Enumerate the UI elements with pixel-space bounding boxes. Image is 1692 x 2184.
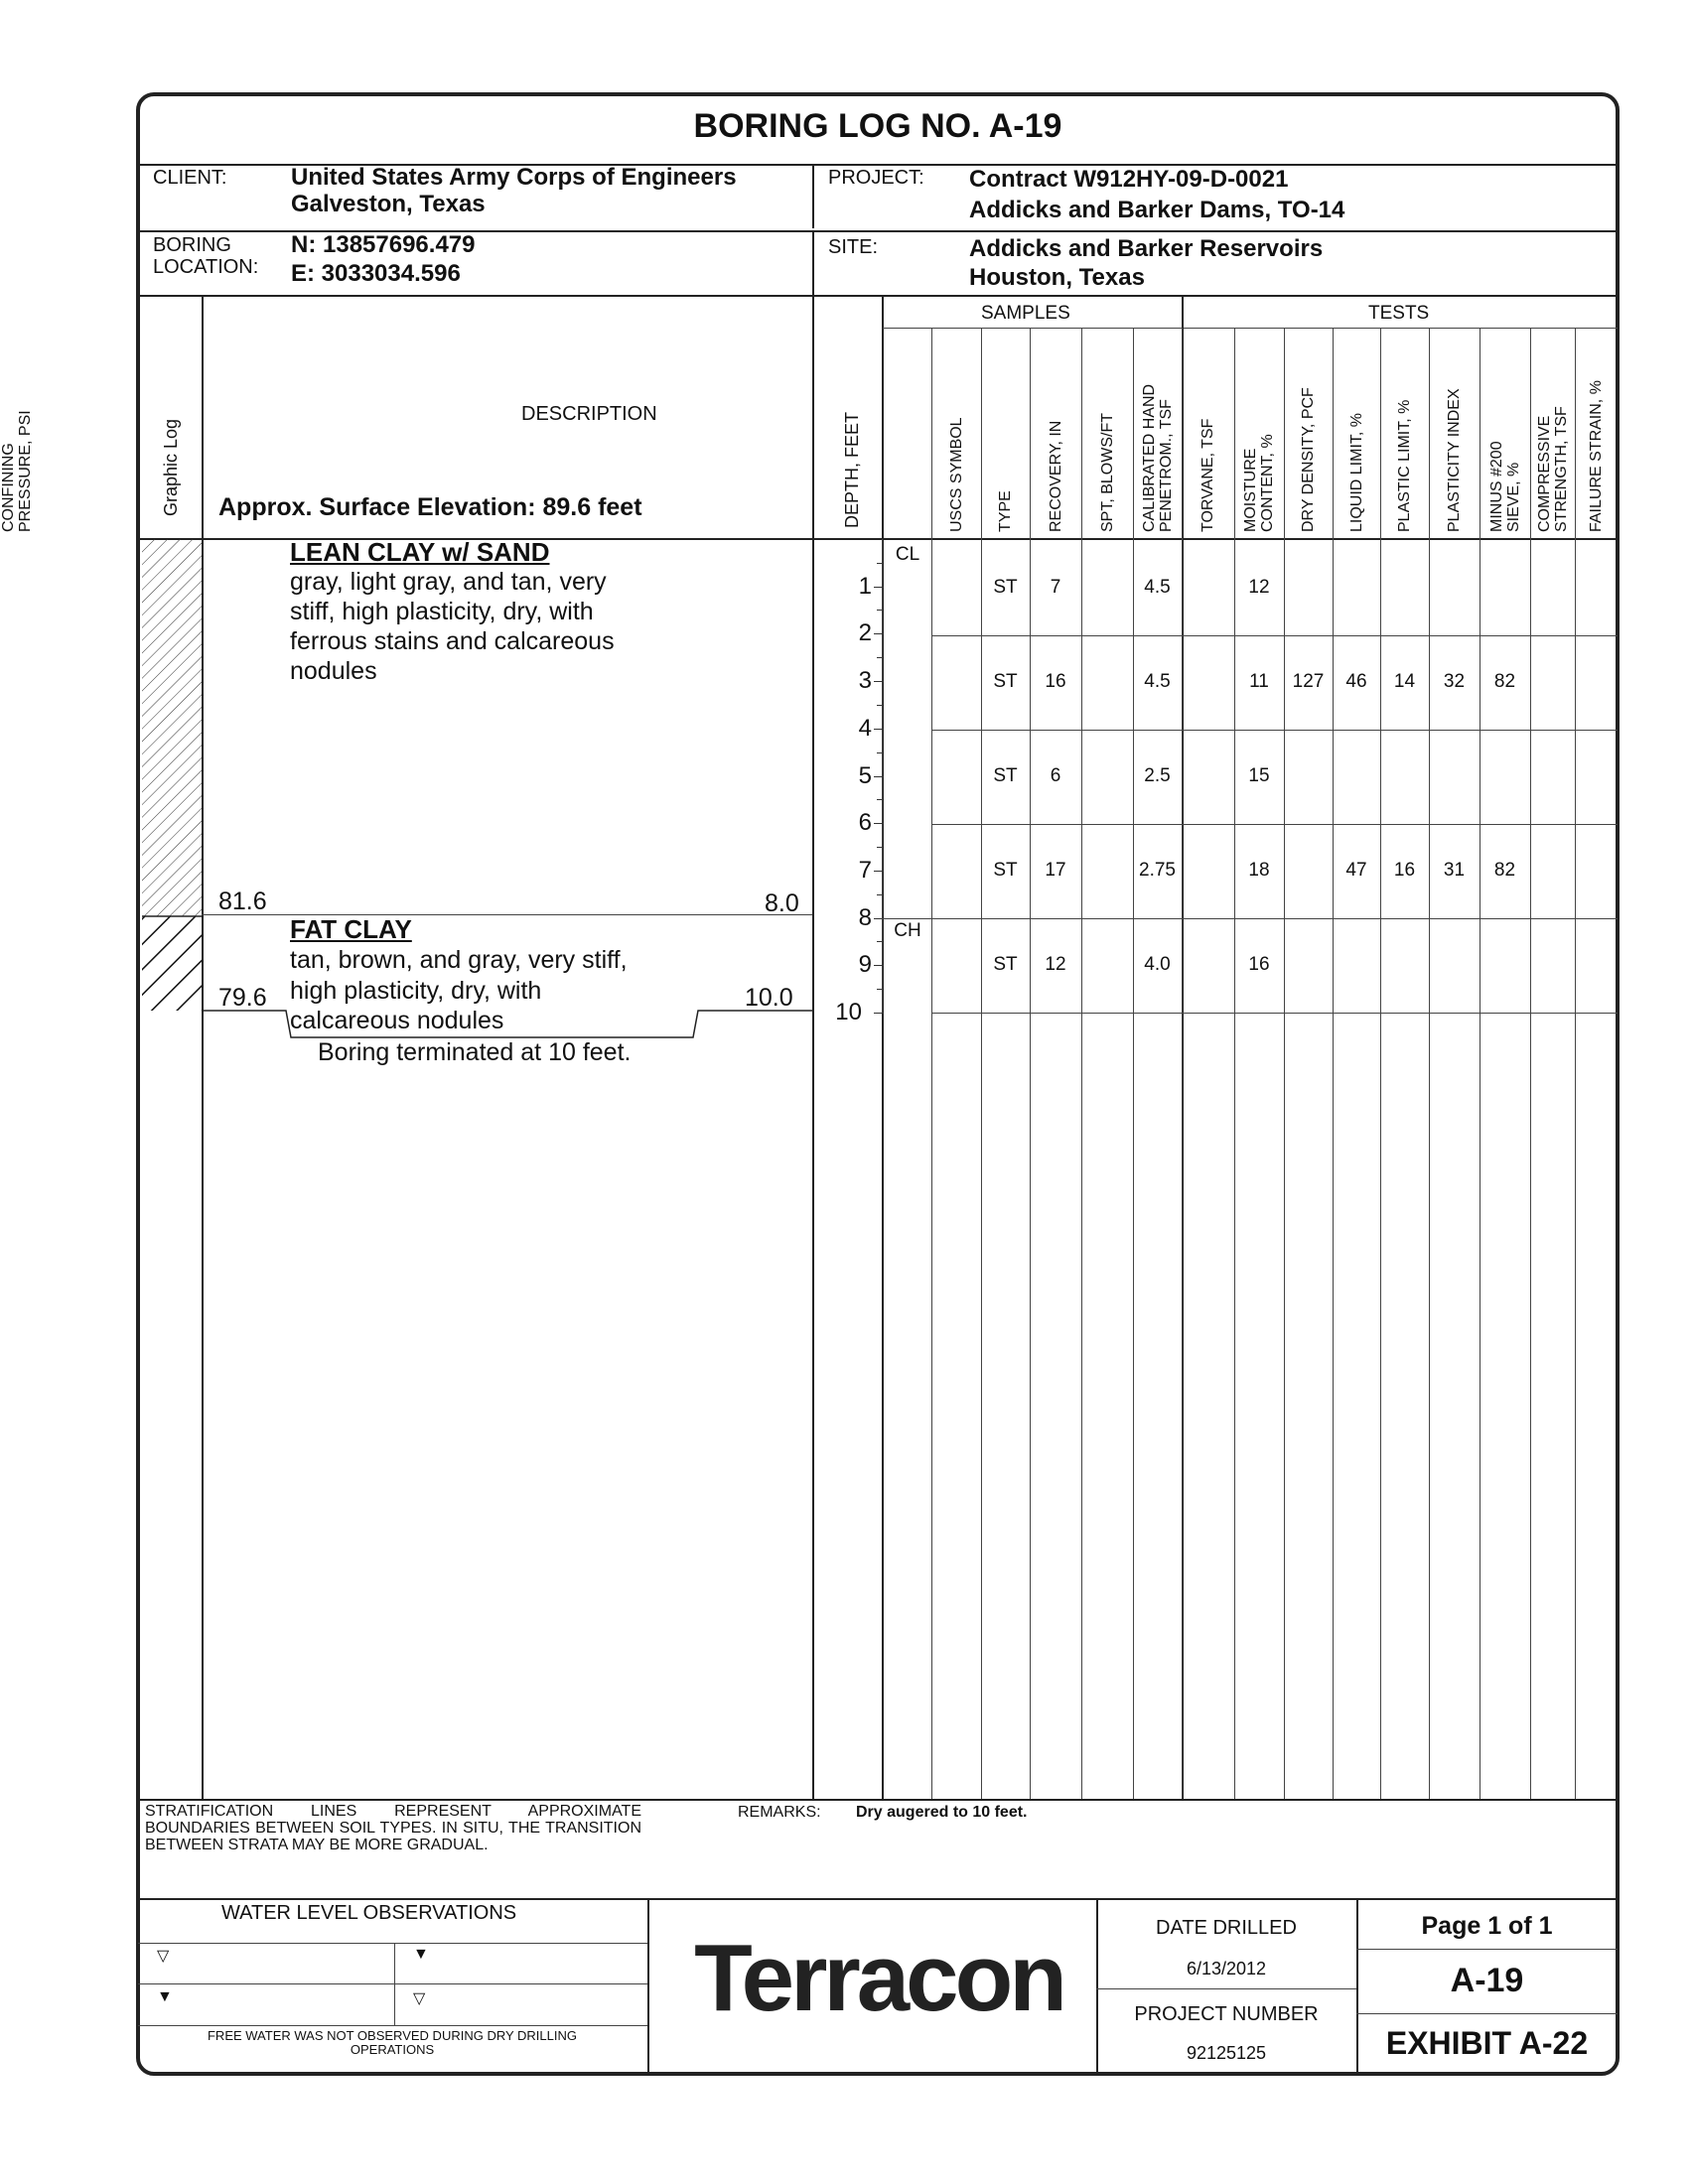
date-drilled-label: DATE DRILLED [1156, 1917, 1297, 1939]
sample-cell-recovery: 7 [1050, 577, 1061, 598]
stratum-1-bottom-elev: 81.6 [218, 887, 267, 915]
column-header: USCS SYMBOL [947, 417, 965, 532]
depth-tick [877, 705, 882, 706]
sample-cell-ll: 47 [1345, 860, 1367, 881]
column-header: FAILURE STRAIN, % [1588, 380, 1605, 532]
grid-column-line [1429, 328, 1430, 1799]
depth-tick [877, 752, 882, 753]
log-frame [136, 92, 1620, 2076]
client-line1: United States Army Corps of Engineers [291, 164, 737, 191]
boring-east: E: 3033034.596 [291, 260, 461, 287]
stratum-2-line1: tan, brown, and gray, very stiff, [290, 946, 628, 974]
stratum-1-line4: nodules [290, 657, 377, 685]
stratum-1-bottom-depth: 8.0 [765, 889, 799, 917]
water-symbol-icon: ▽ [413, 1990, 426, 2007]
depth-header: DEPTH, FEET [842, 411, 862, 528]
depth-mark: 10 [835, 999, 862, 1025]
depth-tick [877, 847, 882, 848]
depth-tick [877, 894, 882, 895]
sample-cell-minus200: 82 [1493, 671, 1516, 692]
grid-row-line [931, 730, 1618, 731]
sample-cell-penetrom: 4.5 [1144, 577, 1171, 598]
project-label: PROJECT: [828, 167, 924, 189]
grid-column-line [1333, 328, 1334, 1799]
water-level-title: WATER LEVEL OBSERVATIONS [221, 1902, 517, 1924]
sample-cell-moisture: 15 [1248, 765, 1270, 786]
water-note: FREE WATER WAS NOT OBSERVED DURING DRY DRILLING OPERATIONS [207, 2028, 577, 2057]
termination-line [202, 1003, 812, 1042]
boring-label: BORING [153, 234, 231, 256]
grid-row-line [931, 635, 1618, 636]
grid-column-line [1030, 328, 1031, 1799]
depth-mark: 8 [858, 903, 872, 931]
graphic-log-header: Graphic Log [161, 418, 181, 516]
sample-cell-type: ST [993, 860, 1018, 881]
grid-column-line [1530, 328, 1531, 1799]
stratum-2-line3: calcareous nodules [290, 1007, 504, 1034]
column-header: DRY DENSITY, PCF [1300, 387, 1317, 532]
sample-cell-pi: 31 [1443, 860, 1466, 881]
depth-tick [877, 989, 882, 990]
stratum-1-line1: gray, light gray, and tan, very [290, 568, 607, 596]
depth-tick [874, 1013, 884, 1014]
date-drilled: 6/13/2012 [1186, 1959, 1267, 1979]
depth-tick [874, 681, 884, 682]
depth-mark: 7 [858, 856, 872, 884]
grid-column-line [1575, 328, 1576, 1799]
grid-column-line [1284, 328, 1285, 1799]
column-header: MINUS #200 SIEVE, % [1487, 441, 1522, 532]
site-label: SITE: [828, 236, 879, 258]
depth-tick [877, 657, 882, 658]
column-header: CONFINING PRESSURE, PSI [0, 410, 34, 532]
stratum-2-bottom-elev: 79.6 [218, 984, 267, 1012]
depth-tick [874, 823, 884, 824]
stratum-1-line3: ferrous stains and calcareous [290, 627, 615, 655]
sample-cell-recovery: 16 [1045, 671, 1066, 692]
sample-cell-type: ST [993, 671, 1018, 692]
client-line2: Galveston, Texas [291, 191, 486, 217]
sample-cell-type: ST [993, 765, 1018, 786]
stratum-2-line2: high plasticity, dry, with [290, 977, 542, 1005]
project-line1: Contract W912HY-09-D-0021 [969, 166, 1289, 193]
samples-header: SAMPLES [981, 303, 1070, 324]
water-symbol-icon: ▽ [157, 1948, 170, 1965]
depth-tick [874, 729, 884, 730]
depth-tick [874, 965, 884, 966]
depth-mark: 3 [858, 667, 872, 695]
column-header: CALIBRATED HAND PENETROM., TSF [1140, 383, 1175, 532]
column-header: MOISTURE CONTENT, % [1242, 434, 1276, 532]
remarks-text: Dry augered to 10 feet. [856, 1804, 1028, 1821]
page-indicator: Page 1 of 1 [1421, 1912, 1553, 1940]
sample-cell-ll: 46 [1345, 671, 1367, 692]
stratification-note: STRATIFICATION LINES REPRESENT APPROXIMATE BOUNDARIES BETWEEN SOIL TYPES. IN SITU, THE TRANSITION BETWEEN STRATA MAY BE MORE GRADUAL. [145, 1803, 641, 1853]
project-number-label: PROJECT NUMBER [1134, 2003, 1319, 2025]
surface-elevation: Approx. Surface Elevation: 89.6 feet [218, 493, 642, 521]
column-header: PLASTICITY INDEX [1446, 388, 1463, 532]
stratum-1-name: LEAN CLAY w/ SAND [290, 537, 550, 567]
grid-row-line [931, 1013, 1618, 1014]
sample-cell-moisture: 12 [1248, 577, 1270, 598]
stratum-2-name: FAT CLAY [290, 914, 412, 944]
sample-cell-type: ST [993, 954, 1018, 975]
sample-cell-pl: 16 [1393, 860, 1416, 881]
remarks-label: REMARKS: [738, 1804, 821, 1821]
grid-column-line [981, 328, 982, 1799]
sample-cell-penetrom: 2.5 [1144, 765, 1171, 786]
water-symbol-icon: ▼ [157, 1988, 173, 2005]
depth-tick [877, 563, 882, 564]
grid-column-line [1081, 328, 1082, 1799]
depth-mark: 2 [858, 619, 872, 647]
grid-row-line [931, 824, 1618, 825]
depth-tick [874, 587, 884, 588]
column-header: TORVANE, TSF [1199, 418, 1216, 532]
site-line2: Houston, Texas [969, 264, 1145, 291]
sample-cell-type: ST [993, 577, 1018, 598]
depth-mark: 1 [858, 572, 872, 600]
stratum-1-line2: stiff, high plasticity, dry, with [290, 598, 594, 625]
uscs-cl: CL [895, 544, 920, 565]
sample-cell-penetrom: 4.0 [1144, 954, 1171, 975]
depth-mark: 5 [858, 761, 872, 789]
page-title: BORING LOG NO. A-19 [693, 107, 1062, 145]
exhibit-number: EXHIBIT A-22 [1385, 2025, 1589, 2061]
column-header: RECOVERY, IN [1047, 420, 1064, 532]
uscs-ch: CH [894, 920, 921, 941]
grid-column-line [1182, 328, 1183, 1799]
grid-column-line [1133, 328, 1134, 1799]
graphic-log-hatch [142, 539, 202, 1011]
depth-mark: 4 [858, 714, 872, 742]
sample-cell-moisture: 16 [1248, 954, 1270, 975]
project-line2: Addicks and Barker Dams, TO-14 [969, 197, 1345, 223]
termination-note: Boring terminated at 10 feet. [318, 1038, 632, 1066]
sample-cell-minus200: 82 [1493, 860, 1516, 881]
depth-mark: 6 [858, 809, 872, 837]
column-header: PLASTIC LIMIT, % [1396, 399, 1413, 532]
column-header: LIQUID LIMIT, % [1347, 412, 1365, 532]
sample-cell-dry_density: 127 [1292, 671, 1325, 692]
depth-tick [877, 799, 882, 800]
sample-cell-pl: 14 [1393, 671, 1416, 692]
location-label: LOCATION: [153, 256, 259, 278]
sample-cell-moisture: 11 [1249, 671, 1269, 692]
project-number: 92125125 [1186, 2043, 1267, 2063]
client-label: CLIENT: [153, 167, 227, 189]
grid-column-line [1380, 328, 1381, 1799]
grid-column-line [931, 328, 932, 1799]
boring-north: N: 13857696.479 [291, 231, 476, 258]
column-header: COMPRESSIVE STRENGTH, TSF [1535, 406, 1570, 532]
sample-cell-pi: 32 [1443, 671, 1466, 692]
grid-column-line [1234, 328, 1235, 1799]
stratum-2-bottom-depth: 10.0 [745, 984, 793, 1012]
tests-header: TESTS [1368, 303, 1430, 324]
depth-tick [874, 776, 884, 777]
sample-cell-moisture: 18 [1248, 860, 1270, 881]
sample-cell-recovery: 12 [1045, 954, 1066, 975]
sample-cell-recovery: 6 [1050, 765, 1061, 786]
description-header: DESCRIPTION [521, 403, 657, 425]
depth-mark: 9 [858, 951, 872, 979]
depth-tick [877, 941, 882, 942]
site-line1: Addicks and Barker Reservoirs [969, 235, 1324, 262]
depth-tick [874, 633, 884, 634]
depth-tick [874, 871, 884, 872]
column-header: TYPE [997, 490, 1014, 532]
sample-cell-penetrom: 4.5 [1144, 671, 1171, 692]
grid-row-line [931, 918, 1618, 919]
terracon-logo: Terracon [694, 1925, 1063, 2031]
depth-tick [877, 610, 882, 611]
water-symbol-icon: ▼ [413, 1946, 429, 1963]
boring-number: A-19 [1450, 1962, 1524, 1999]
sample-cell-recovery: 17 [1045, 860, 1066, 881]
sample-cell-penetrom: 2.75 [1139, 860, 1176, 881]
column-header: SPT, BLOWS/FT [1098, 412, 1116, 532]
